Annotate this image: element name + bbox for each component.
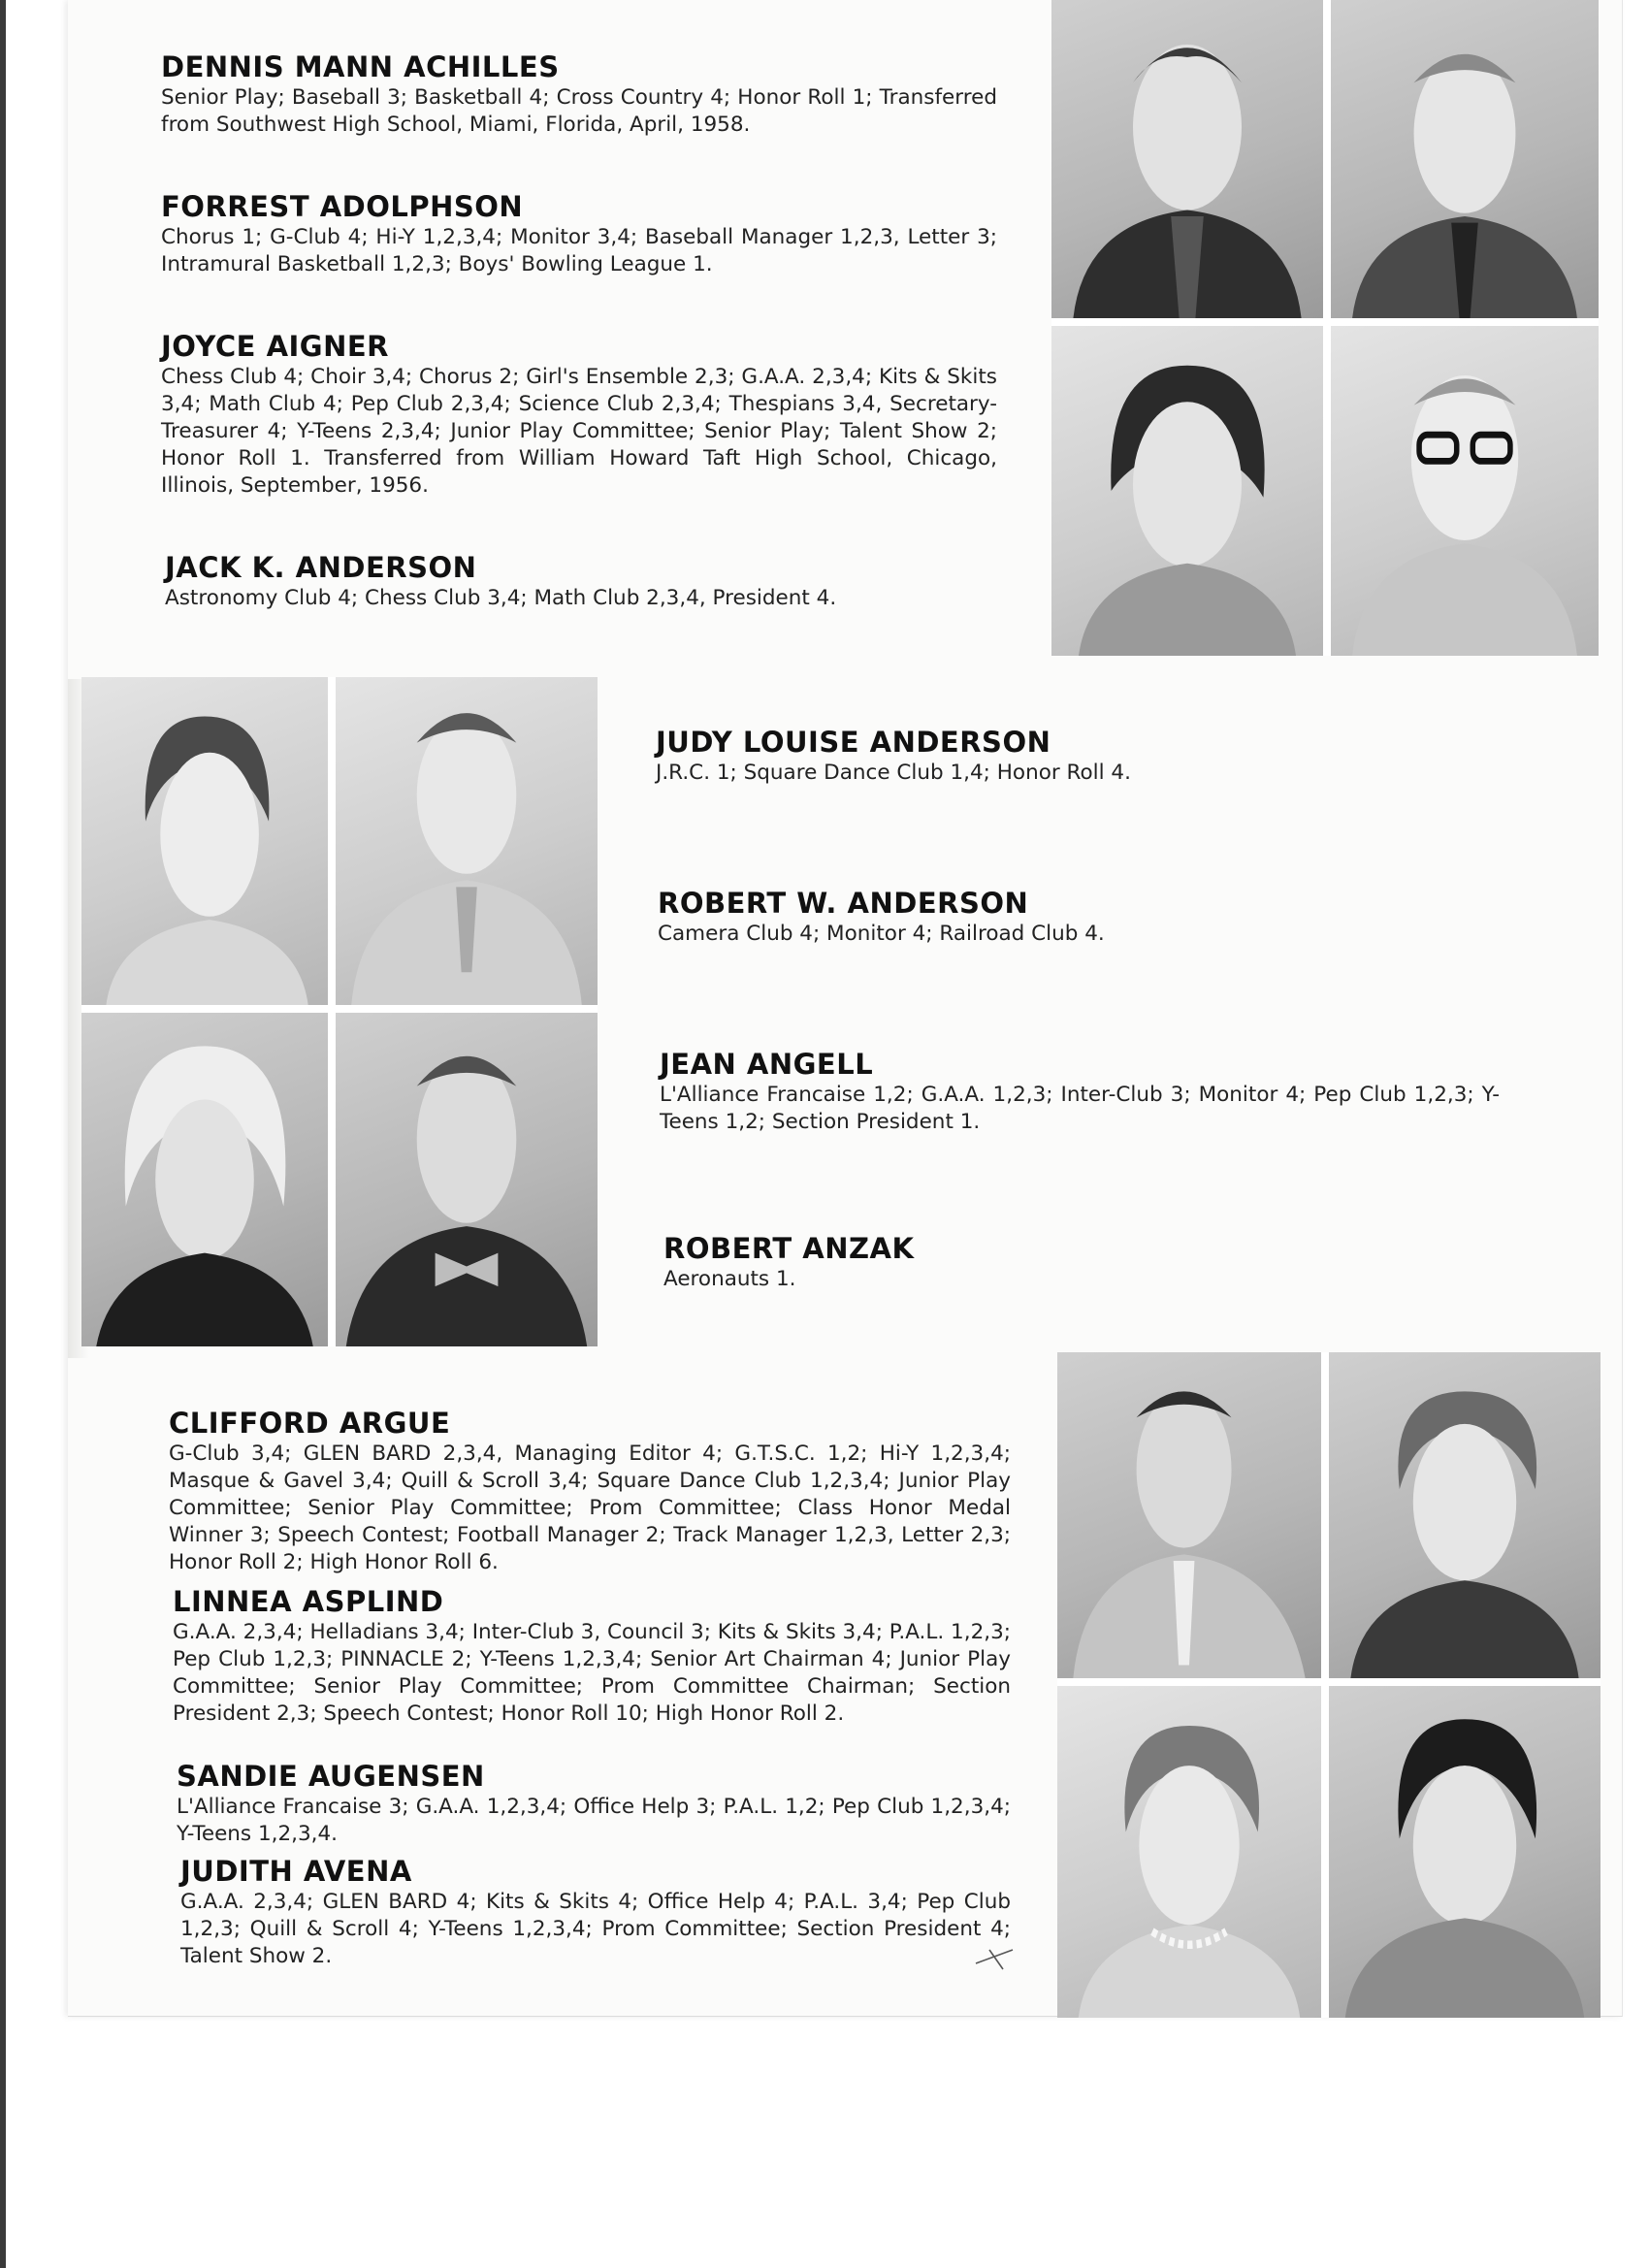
- portrait-grid-top: [1051, 0, 1599, 656]
- student-activities: Chorus 1; G-Club 4; Hi-Y 1,2,3,4; Monitor 3,4; Baseball Manager 1,2,3, Letter 3; Intramural Basketball 1,2,3; Boys' Bowling League 1.: [161, 225, 997, 276]
- student-entry: [161, 330, 997, 500]
- student-name: JOYCE AIGNER: [161, 330, 390, 363]
- student-portrait: [1329, 1686, 1600, 2018]
- student-entry: [180, 1855, 1011, 1970]
- student-entry: [173, 1585, 1011, 1728]
- portrait-grid-middle: [81, 677, 598, 1346]
- student-portrait: [1331, 326, 1599, 656]
- student-activities: G-Club 3,4; GLEN BARD 2,3,4, Managing Editor 4; G.T.S.C. 1,2; Hi-Y 1,2,3,4; Masque & Gavel 3,4; Quill & Scroll 3,4; Square Dance Club 1,2,3,4; Junior Play Committee; Senior Play Committee; Prom Committee; Class Honor Medal Winner 3; Speech Contest; Football Manager 2; Track Manager 1,2,3, Letter 2,3; Honor Roll 2; High Honor Roll 6.: [169, 1442, 1011, 1574]
- student-name: CLIFFORD ARGUE: [169, 1407, 451, 1440]
- binding-edge: [0, 0, 6, 2268]
- student-name: ROBERT W. ANDERSON: [658, 887, 1029, 920]
- student-name: JUDY LOUISE ANDERSON: [656, 726, 1051, 759]
- student-entry: [660, 1048, 1500, 1136]
- student-name: DENNIS MANN ACHILLES: [161, 50, 560, 83]
- student-name: JEAN ANGELL: [660, 1048, 874, 1081]
- student-portrait: [1051, 326, 1323, 656]
- student-portrait: [81, 1013, 328, 1346]
- student-activities: Senior Play; Baseball 3; Basketball 4; Cross Country 4; Honor Roll 1; Transferred from Southwest High School, Miami, Florida, April, 1958.: [161, 85, 997, 137]
- student-entry: [177, 1760, 1011, 1848]
- student-entry: [658, 887, 1500, 948]
- student-entry: [161, 50, 997, 139]
- student-portrait: [1051, 0, 1323, 318]
- student-activities: Chess Club 4; Choir 3,4; Chorus 2; Girl's Ensemble 2,3; G.A.A. 2,3,4; Kits & Skits 3,4; Math Club 4; Pep Club 2,3,4; Science Club 2,3,4; Thespians 3,4, Secretary-Treasurer 4; Y-Teens 2,3,4; Junior Play Committee; Senior Play; Talent Show 2; Honor Roll 1. Transferred from William Howard Taft High School, Chicago, Illinois, September, 1956.: [161, 365, 997, 498]
- pencil-check-mark: [970, 1940, 1018, 1979]
- student-portrait: [1057, 1352, 1321, 1678]
- student-activities: Astronomy Club 4; Chess Club 3,4; Math Club 2,3,4, President 4.: [165, 586, 837, 610]
- student-activities: Camera Club 4; Monitor 4; Railroad Club 4.: [658, 922, 1105, 946]
- student-portrait: [336, 677, 598, 1005]
- student-entry: [161, 190, 997, 278]
- student-name: JUDITH AVENA: [180, 1855, 412, 1888]
- student-portrait: [336, 1013, 598, 1346]
- student-name: LINNEA ASPLIND: [173, 1585, 444, 1618]
- student-activities: L'Alliance Francaise 1,2; G.A.A. 1,2,3; Inter-Club 3; Monitor 4; Pep Club 1,2,3; Y-Teens 1,2; Section President 1.: [660, 1083, 1500, 1134]
- student-portrait: [1329, 1352, 1600, 1678]
- student-entry: [169, 1407, 1011, 1576]
- student-entry: [165, 551, 997, 612]
- student-activities: L'Alliance Francaise 3; G.A.A. 1,2,3,4; Office Help 3; P.A.L. 1,2; Pep Club 1,2,3,4; Y-Teens 1,2,3,4.: [177, 1795, 1011, 1846]
- student-name: JACK K. ANDERSON: [165, 551, 477, 584]
- student-portrait: [81, 677, 328, 1005]
- student-name: FORREST ADOLPHSON: [161, 190, 524, 223]
- portrait-grid-bottom: [1057, 1352, 1600, 2018]
- student-activities: G.A.A. 2,3,4; GLEN BARD 4; Kits & Skits 4; Office Help 4; P.A.L. 3,4; Pep Club 1,2,3; Quill & Scroll 4; Y-Teens 1,2,3,4; Prom Committee; Section President 4; Talent Show 2.: [180, 1890, 1011, 1968]
- student-name: ROBERT ANZAK: [663, 1232, 915, 1265]
- student-activities: G.A.A. 2,3,4; Helladians 3,4; Inter-Club 3, Council 3; Kits & Skits 3,4; P.A.L. 1,2,3; Pep Club 1,2,3; PINNACLE 2; Y-Teens 1,2,3,4; Senior Art Chairman 4; Junior Play Committee; Senior Play Committee; Prom Committee Chairman; Section President 2,3; Speech Contest; Honor Roll 10; High Honor Roll 2.: [173, 1620, 1011, 1726]
- student-portrait: [1331, 0, 1599, 318]
- student-entry: [663, 1232, 1500, 1293]
- student-activities: J.R.C. 1; Square Dance Club 1,4; Honor Roll 4.: [656, 761, 1131, 785]
- student-name: SANDIE AUGENSEN: [177, 1760, 485, 1793]
- student-entry: [656, 726, 1500, 787]
- student-portrait: [1057, 1686, 1321, 2018]
- student-activities: Aeronauts 1.: [663, 1267, 796, 1291]
